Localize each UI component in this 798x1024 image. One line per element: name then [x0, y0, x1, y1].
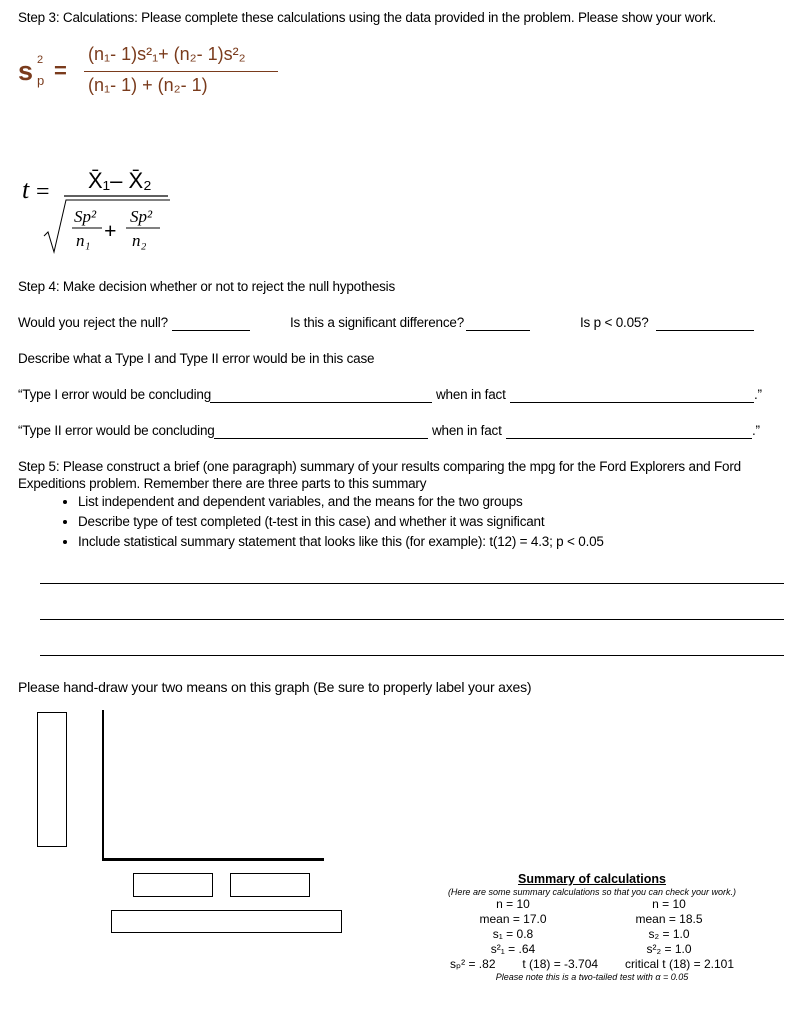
- group1-label-box[interactable]: [133, 873, 213, 897]
- group1-sd: s₁ = 0.8: [492, 927, 534, 941]
- reject-null-question: Would you reject the null?: [18, 315, 168, 330]
- bullet-item: • Include statistical summary statement that looks like this (for example): t(12) = 4.3; p < 0.05: [78, 533, 604, 550]
- critical-t-value: critical t (18) = 2.101: [624, 957, 734, 971]
- y-axis-label-box[interactable]: [37, 712, 67, 847]
- graph-instructions: Please hand-draw your two means on this graph (Be sure to properly label your axes): [18, 679, 532, 695]
- step4-heading: Step 4: Make decision whether or not to reject the null hypothesis: [18, 279, 396, 294]
- group1-n: n = 10: [496, 897, 530, 911]
- step5-line1: Step 5: Please construct a brief (one paragraph) summary of your results comparing the mpg for the Ford Explorers and Ford: [18, 459, 741, 474]
- step5-line2: Expeditions problem. Remember there are three parts to this summary: [18, 476, 427, 491]
- x-axis-label-box[interactable]: [111, 910, 342, 933]
- formula1-lhs-sub: p: [37, 73, 45, 88]
- summary-writing-line-2[interactable]: [40, 619, 784, 620]
- bullet-item: • List independent and dependent variables, and the means for the two groups: [78, 493, 604, 510]
- type2-close-quote: .”: [752, 423, 760, 438]
- summary-title: Summary of calculations: [518, 872, 666, 886]
- pooled-variance-formula: [18, 44, 278, 114]
- formula2-plus: +: [104, 218, 117, 243]
- p-value-question: Is p < 0.05?: [580, 315, 649, 330]
- p-value-answer-line[interactable]: [656, 330, 754, 331]
- formula1-lhs: s: [18, 56, 34, 86]
- formula1-equals: =: [54, 58, 67, 83]
- t-statistic-formula: [18, 158, 178, 258]
- group1-variance: s²₁ = .64: [490, 942, 536, 956]
- formula1-denominator: (n₁- 1) + (n₂- 1): [88, 75, 208, 95]
- formula2-frac1-den: n₁: [76, 231, 91, 250]
- group2-mean: mean = 18.5: [635, 912, 703, 926]
- group2-n: n = 10: [652, 897, 686, 911]
- formula2-equals: =: [36, 179, 50, 205]
- y-axis: [102, 710, 104, 860]
- type2-fact-line[interactable]: [506, 438, 752, 439]
- reject-null-answer-line[interactable]: [172, 330, 250, 331]
- summary-writing-line-1[interactable]: [40, 583, 784, 584]
- significant-difference-answer-line[interactable]: [466, 330, 530, 331]
- group2-variance: s²₂ = 1.0: [646, 942, 692, 956]
- group1-mean: mean = 17.0: [479, 912, 547, 926]
- formula2-frac1-num: Sp²: [74, 207, 97, 226]
- formula1-numerator: (n₁- 1)s²₁+ (n₂- 1)s²₂: [88, 44, 246, 64]
- x-axis: [102, 858, 324, 861]
- summary-writing-line-3[interactable]: [40, 655, 784, 656]
- formula1-fraction-bar: [84, 71, 278, 72]
- type-error-prompt: Describe what a Type I and Type II error would be in this case: [18, 351, 375, 366]
- t-value: t (18) = -3.704: [522, 957, 599, 971]
- bullet-item: • Describe type of test completed (t-test in this case) and whether it was significant: [78, 513, 604, 530]
- type1-error-label: “Type I error would be concluding: [18, 387, 212, 402]
- summary-requirements-list: [60, 493, 604, 553]
- type1-close-quote: .”: [754, 387, 762, 402]
- type1-conclusion-line[interactable]: [210, 402, 432, 403]
- formula2-numerator: X̄₁– X̄₂: [88, 168, 152, 193]
- formula2-frac2-num: Sp²: [130, 207, 153, 226]
- formula1-lhs-sup: 2: [37, 54, 44, 66]
- summary-subtitle: (Here are some summary calculations so that you can check your work.): [447, 887, 737, 897]
- type2-conclusion-line[interactable]: [214, 438, 428, 439]
- formula2-frac2-den: n₂: [132, 231, 147, 250]
- group2-sd: s₂ = 1.0: [648, 927, 690, 941]
- summary-of-calculations: [436, 872, 748, 982]
- type2-when-in-fact: when in fact: [432, 423, 502, 438]
- two-tailed-note: Please note this is a two-tailed test with α = 0.05: [495, 972, 689, 982]
- group2-label-box[interactable]: [230, 873, 310, 897]
- step3-instructions: Step 3: Calculations: Please complete these calculations using the data provided in the problem. Please show your work.: [18, 10, 717, 25]
- significant-difference-question: Is this a significant difference?: [290, 315, 465, 330]
- pooled-variance: sₚ² = .82: [450, 957, 496, 971]
- type1-fact-line[interactable]: [510, 402, 754, 403]
- type2-error-label: “Type II error would be concluding: [18, 423, 215, 438]
- formula2-lhs: t: [22, 175, 30, 204]
- type1-when-in-fact: when in fact: [436, 387, 506, 402]
